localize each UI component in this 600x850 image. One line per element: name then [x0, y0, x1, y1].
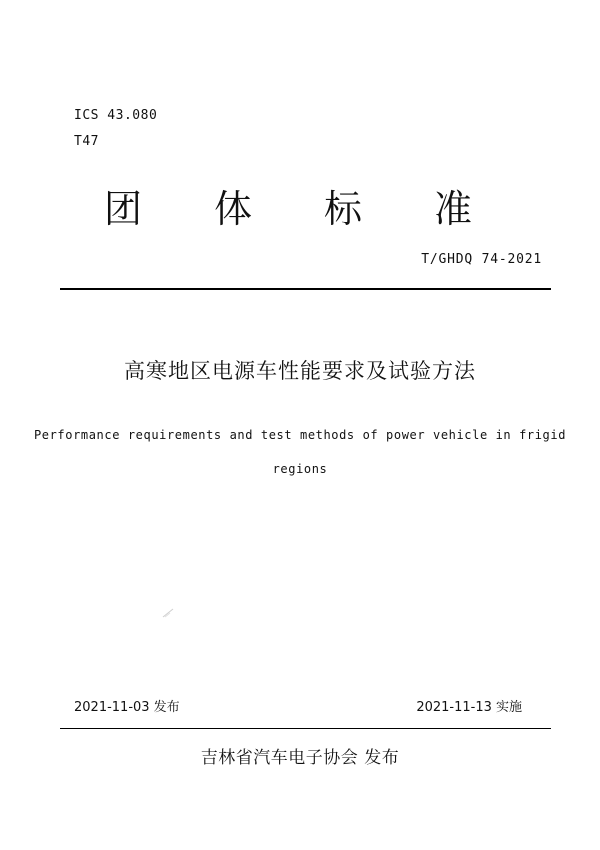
- standard-number: T/GHDQ 74-2021: [421, 252, 542, 267]
- top-divider: [60, 288, 551, 290]
- publisher: 吉林省汽车电子协会 发布: [200, 748, 400, 768]
- ics-code: ICS 43.080: [74, 108, 158, 123]
- document-title-english-line-1: Performance requirements and test methods of power vehicle in frigid: [33, 428, 567, 442]
- issue-date: 2021-11-03 发布: [74, 700, 180, 715]
- bottom-divider: [60, 728, 551, 729]
- classification-code: T47: [74, 134, 99, 149]
- scan-mark-icon: [162, 608, 174, 618]
- standard-type-heading: 团体标准: [104, 187, 545, 231]
- document-title-english-line-2: regions: [272, 462, 328, 476]
- document-title-chinese: 高寒地区电源车性能要求及试验方法: [124, 359, 476, 383]
- implementation-date: 2021-11-13 实施: [416, 700, 522, 715]
